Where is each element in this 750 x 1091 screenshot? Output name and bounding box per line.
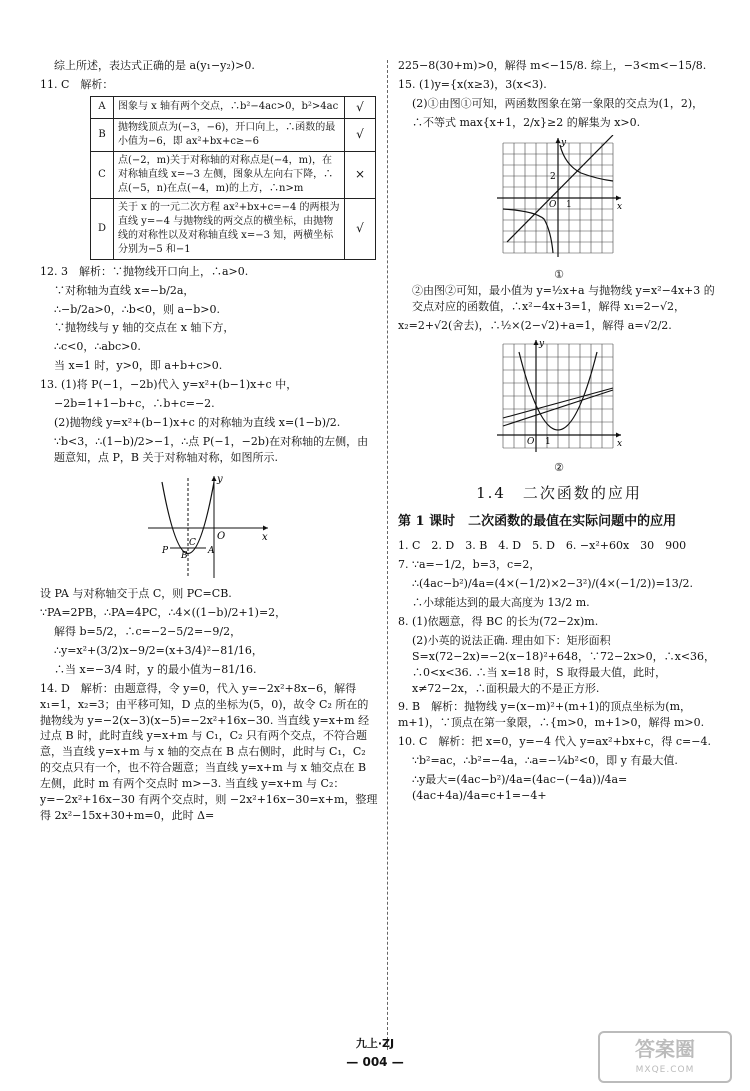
figure-2-graph <box>489 338 629 456</box>
q9-text: 9. B 解析：抛物线 y=(x−m)²+(m+1)的顶点坐标为(m，m+1)，∵顶点在第一象限，∴{m>0，m+1>0，解得 m>0. <box>398 700 705 730</box>
figure-2-caption: ② <box>554 460 564 474</box>
origin-label: O <box>217 530 226 542</box>
axis-label-y: y <box>217 473 223 485</box>
axis-label-x: x <box>617 201 623 212</box>
point-b-label: B <box>181 550 188 561</box>
table-row: A 图象与 x 轴有两个交点，∴b²−4ac>0，b²>4ac √ <box>91 96 376 118</box>
q8-line: 8. (1)依题意，得 BC 的长为(72−2x)m. <box>398 614 599 628</box>
column-divider <box>387 60 388 1050</box>
q15-part4: ②由图②可知，最小值为 y=½x+a 与抛物线 y=x²−4x+3 的交点对应的函数值，∴x²−4x+3=1，解得 x₁=2−√2， <box>412 283 715 313</box>
watermark-text: 答案圈 <box>635 1037 695 1061</box>
q13b-line: ∵PA=2PB，∴PA=4PC，∴4×((1−b)/2+1)=2， <box>40 605 287 619</box>
q7-line: 7. ∵a=−1/2，b=3，c=2， <box>398 557 541 571</box>
q13b-line: 设 PA 与对称轴交于点 C，则 PC=CB. <box>40 586 232 600</box>
table-row: B 抛物线顶点为(−3，−6)，开口向上，∴函数的最小值为−6，即 ax²+bx+c≥−6 √ <box>91 118 376 151</box>
q14-text: 14. D 解析：由题意得，令 y=0，代入 y=−2x²+8x−6，解得 x₁=1，x₂=3；由平移可知，D 点的坐标为(5，0)，故令 C₂ 所在的抛物线为 y=−2(x−3)(x−5)=−2x²+16x−30. 当直线 y=x+m 经过点 B 时，此时直线 y=x+m 与 C₁，C₂ 只有两个交点，不符合题意，当直线 y=x+m 与 x 轴的交点在 B 点右侧时，此时与 C₁，C₂ 的交点只有一个，也不符合题意；当直线 y=x+m 与 x 轴交点在 B 左侧，此时 m 有两个交点时 m>−3. 当直线 y=x+m 与 C₂：y=−2x²+16x−30 有两个交点时，则 −2x²+16x−30=x+m，整理得 2x²−15x+30+m=0，此时 Δ= <box>40 681 378 823</box>
q10-line: 10. C 解析：把 x=0，y=−4 代入 y=ax²+bx+c，得 c=−4. <box>398 735 711 749</box>
lesson-title: 第 1 课时 二次函数的最值在实际问题中的应用 <box>398 514 677 530</box>
left-column <box>40 58 378 827</box>
q13b-line: ∴y=x²+(3/2)x−9/2=(x+3/4)²−81/16， <box>54 643 263 657</box>
q12-line: ∴−b/2a>0，∴b<0，则 a−b>0. <box>54 302 221 316</box>
q13b-line: 解得 b=5/2，∴c=−2−5/2=−9/2， <box>54 624 242 638</box>
tick-label-1: 1 <box>566 199 572 210</box>
tick-label-2: 2 <box>550 171 556 182</box>
q12-line: ∵对称轴为直线 x=−b/2a， <box>54 283 195 297</box>
q13-line: (2)抛物线 y=x²+(b−1)x+c 的对称轴为直线 x=(1−b)/2. <box>54 416 341 430</box>
q13b-line: ∴当 x=−3/4 时，y 的最小值为−81/16. <box>54 662 257 676</box>
page-number: — 004 — <box>346 1054 404 1069</box>
q15-part1: 15. (1)y={x(x≥3)，3(x<3). <box>398 77 547 91</box>
axis-label-y: y <box>561 137 567 148</box>
q15-part5: x₂=2+√2(舍去)，∴½×(2−√2)+a=1，解得 a=√2/2. <box>398 318 672 332</box>
q14-continued: 225−8(30+m)>0，解得 m<−15/8. 综上，−3<m<−15/8. <box>398 59 707 72</box>
axis-label-x: x <box>617 438 623 449</box>
answers-1-6: 1. C 2. D 3. B 4. D 5. D 6. −x²+60x 30 900 <box>398 539 687 553</box>
q13-line: −2b=1+1−b+c，∴b+c=−2. <box>54 397 215 411</box>
section-title: 1.4 二次函数的应用 <box>476 484 642 503</box>
point-a-label: A <box>208 545 215 556</box>
figure-1-caption: ① <box>554 267 564 281</box>
q13-line: 13. (1)将 P(−1，−2b)代入 y=x²+(b−1)x+c 中， <box>40 378 298 392</box>
q15-part2: (2)①由图①可知，两函数图象在第一象限的交点为(1，2)， <box>412 96 704 110</box>
table-row: D 关于 x 的一元二次方程 ax²+bx+c=−4 的两根为直线 y=−4 与抛物线的两交点的横坐标，由抛物线的对称性以及对称轴直线 x=−3 知，两横坐标分别为−5 和−1 √ <box>91 198 376 259</box>
q15-part3: ∴不等式 max{x+1，2/x}≥2 的解集为 x>0. <box>412 115 641 129</box>
q12-line: ∵抛物线与 y 轴的交点在 x 轴下方， <box>54 321 235 335</box>
q10-line: ∴y最大=(4ac−b²)/4a=(4ac−(−4a))/4a=(4ac+4a)/4a=c+1=−4+ <box>412 773 628 803</box>
axis-label-x: x <box>262 531 268 543</box>
conclusion-line: 综上所述，表达式正确的是 a(y₁−y₂)>0. <box>54 59 255 72</box>
q12-line: ∴c<0，∴abc>0. <box>54 340 141 354</box>
figure-1-graph <box>489 135 629 263</box>
grade-label: 九上·ZJ <box>355 1037 395 1050</box>
q7-line: ∴小球能达到的最大高度为 13/2 m. <box>412 595 590 609</box>
axis-label-y: y <box>539 338 545 349</box>
tick-label-1: 1 <box>545 436 551 447</box>
q8-line: (2)小英的说法正确. 理由如下：矩形面积 S=x(72−2x)=−2(x−18)²+648，∵72−2x>0，∴x<36，∴0<x<36. ∴当 x=18 时，S 取得最大值，此时，x≠72−2x，∴面积最大的不是正方形. <box>412 633 716 695</box>
q10-line: ∵b²=ac，∴b²=−4a，∴a=−¼b²<0，即 y 有最大值. <box>412 754 678 768</box>
table-row: C 点(−2，m)关于对称轴的对称点是(−4，m)，在对称轴直线 x=−3 左侧，图象从左向右下降，∴点(−5，n)在点(−4，m)的上方，∴n>m × <box>91 151 376 198</box>
q12-line: 12. 3 解析：∵抛物线开口向上，∴a>0. <box>40 264 249 278</box>
q11-analysis-table <box>90 96 376 260</box>
q12-line: 当 x=1 时，y>0，即 a+b+c>0. <box>54 359 223 373</box>
point-c-label: C <box>189 537 196 548</box>
q7-line: ∴(4ac−b²)/4a=(4×(−1/2)×2−3²)/(4×(−1/2))=13/2. <box>412 576 694 590</box>
origin-label: O <box>549 199 557 210</box>
right-column <box>398 58 720 807</box>
point-p-label: P <box>162 545 169 556</box>
q13-parabola-figure <box>144 470 274 582</box>
watermark-logo <box>598 1031 732 1083</box>
watermark-url: MXQE.COM <box>635 1065 695 1075</box>
q11-heading: 11. C 解析： <box>40 77 114 91</box>
origin-label: O <box>527 436 535 447</box>
q13-line: ∵b<3，∴(1−b)/2>−1，∴点 P(−1，−2b)在对称轴的左侧，由题意知，点 P，B 关于对称轴对称，如图所示. <box>54 435 369 465</box>
